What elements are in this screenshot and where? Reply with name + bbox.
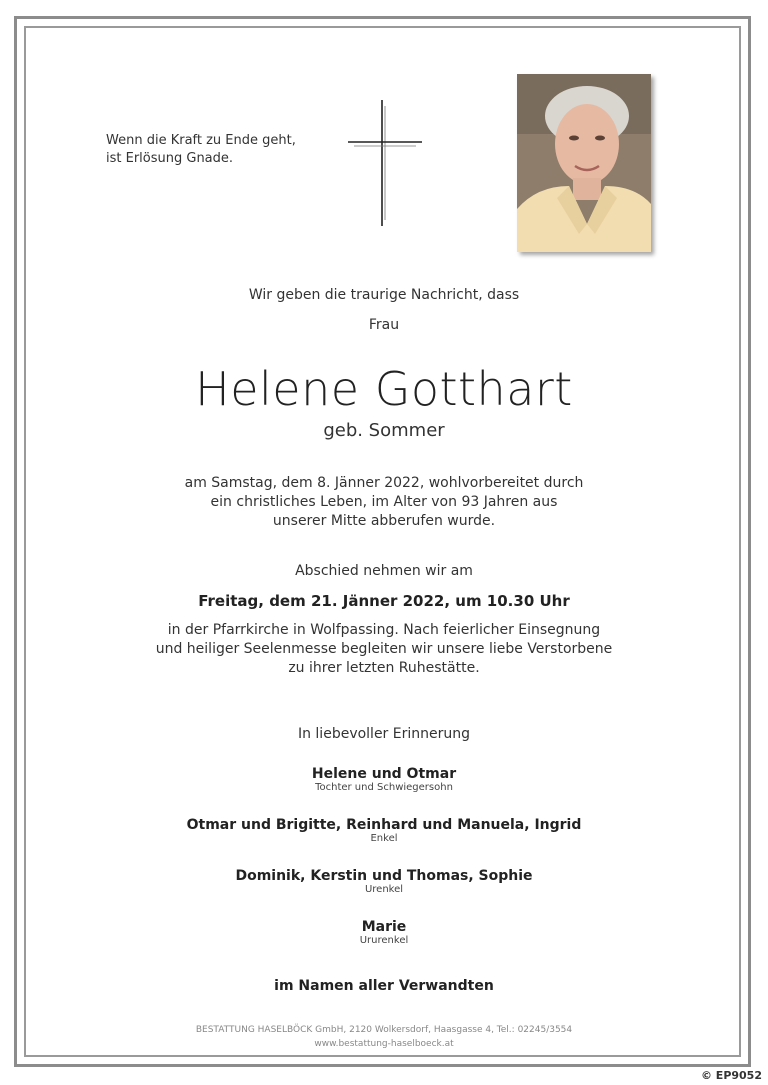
intro-text: Wir geben die traurige Nachricht, dass <box>248 287 520 303</box>
farewell-intro: Abschied nehmen wir am <box>295 563 473 579</box>
family-group <box>0 766 768 793</box>
family-relation: Tochter und Schwiegersohn <box>315 782 453 793</box>
quote <box>106 132 296 168</box>
cross-icon <box>346 98 426 228</box>
farewell-details <box>0 621 768 678</box>
deceased-name: Helene Gotthart <box>195 362 573 416</box>
family-group <box>0 919 768 946</box>
farewell-line-3: zu ihrer letzten Ruhestätte. <box>288 660 480 676</box>
death-notice-line-3: unserer Mitte abberufen wurde. <box>272 513 496 529</box>
quote-line-2: ist Erlösung Gnade. <box>106 151 234 166</box>
footer-website: www.bestattung-haselboeck.at <box>314 1039 454 1049</box>
family-names: Dominik, Kerstin und Thomas, Sophie <box>235 868 533 884</box>
family-group <box>0 817 768 844</box>
quote-line-1: Wenn die Kraft zu Ende geht, <box>106 133 296 148</box>
family-relation: Enkel <box>370 833 398 844</box>
memory-text: In liebevoller Erinnerung <box>297 726 471 742</box>
family-relation: Ururenkel <box>359 935 409 946</box>
death-notice-line-1: am Samstag, dem 8. Jänner 2022, wohlvorbereitet durch <box>184 475 584 491</box>
family-group <box>0 868 768 895</box>
family-names: Helene und Otmar <box>311 766 457 782</box>
death-notice-line-2: ein christliches Leben, im Alter von 93 Jahren aus <box>210 494 558 510</box>
family-relation: Urenkel <box>364 884 404 895</box>
document-code: © EP9052 <box>700 1069 762 1082</box>
portrait-photo <box>517 74 651 252</box>
family-names: Otmar und Brigitte, Reinhard und Manuela, Ingrid <box>186 817 582 833</box>
footer-address: BESTATTUNG HASELBÖCK GmbH, 2120 Wolkersdorf, Haasgasse 4, Tel.: 02245/3554 <box>195 1025 573 1035</box>
closing-text: im Namen aller Verwandten <box>274 978 494 994</box>
maiden-name: geb. Sommer <box>323 420 445 441</box>
farewell-line-1: in der Pfarrkirche in Wolfpassing. Nach feierlicher Einsegnung <box>167 622 601 638</box>
funeral-date: Freitag, dem 21. Jänner 2022, um 10.30 Uhr <box>198 592 570 610</box>
death-notice <box>0 474 768 531</box>
family-names: Marie <box>361 919 407 935</box>
farewell-line-2: und heiliger Seelenmesse begleiten wir unsere liebe Verstorbene <box>155 641 613 657</box>
salutation: Frau <box>368 317 400 333</box>
